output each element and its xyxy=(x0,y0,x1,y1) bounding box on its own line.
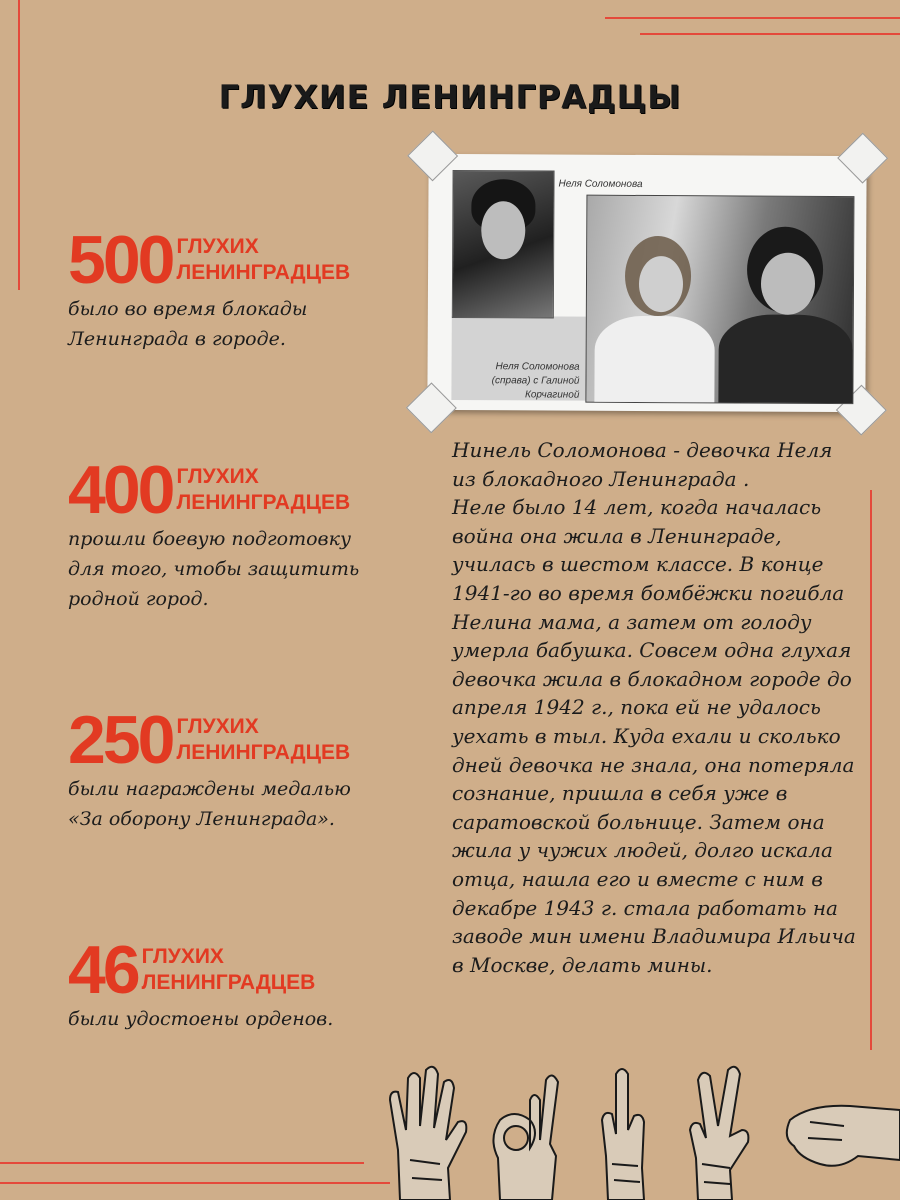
story-text: Нинель Соломонова - девочка Неля из блокадного Ленинграда . Неле было 14 лет, когда началась война она жила в Ленинграде, училась в шестом классе. В конце 1941-го во время бомбёжки погибла Нелина мама, а затем от голоду умерла бабушка. Совсем одна глухая девочка жила в блокадном городе до апреля 1942 г., пока ей не удалось уехать в тыл. Куда ехали и сколько дней девочка не знала, она потеряла сознание, пришла в себя уже в саратовской больнице. Затем она жила у чужих людей, долго искала отца, нашла его и вместе с ним в декабре 1943 г. стала работать на заводе мин имени Владимира Ильича в Москве, делать мины. xyxy=(452,438,856,977)
stat-500 xyxy=(68,222,368,354)
group-photo-person1-face xyxy=(639,256,683,312)
page-title: ГЛУХИЕ ЛЕНИНГРАДЦЫ xyxy=(218,78,682,116)
group-photo-person2-body xyxy=(718,314,852,403)
group-photo-person2-face xyxy=(761,253,815,315)
rule-top-right-2 xyxy=(640,33,900,35)
stat-unit-line2: ЛЕНИНГРАДЦЕВ xyxy=(176,741,351,764)
stat-number: 500 xyxy=(68,222,173,298)
rule-left xyxy=(18,0,20,290)
rule-top-right-1 xyxy=(605,17,900,19)
stat-description: были награждены медалью «За оборону Ленинграда». xyxy=(68,778,351,830)
hand-ok-icon xyxy=(493,1075,558,1200)
stat-250 xyxy=(68,702,368,834)
rule-bottom-left-2 xyxy=(0,1182,390,1184)
hand-open-icon xyxy=(390,1067,466,1200)
stat-unit-line1: ГЛУХИХ xyxy=(176,715,259,738)
stat-unit-line1: ГЛУХИХ xyxy=(176,465,259,488)
stat-unit xyxy=(176,464,350,516)
stat-unit-line2: ЛЕНИНГРАДЦЕВ xyxy=(141,971,316,994)
stat-description: прошли боевую подготовку для того, чтобы защитить родной город. xyxy=(68,528,360,610)
stat-description: были удостоены орденов. xyxy=(68,1008,334,1030)
stat-number: 46 xyxy=(68,932,138,1008)
stat-number: 400 xyxy=(68,452,173,528)
hand-v-icon xyxy=(690,1067,748,1200)
stat-number: 250 xyxy=(68,702,173,778)
portrait-photo xyxy=(452,170,555,319)
photo-corner-tr xyxy=(837,133,888,184)
group-photo-person1-body xyxy=(594,316,714,403)
hand-fingers-icon xyxy=(602,1069,644,1200)
photo-caption-bottom: Неля Соломонова (справа) с Галиной Корчагиной xyxy=(491,361,580,401)
photo-corner-bl xyxy=(406,382,457,433)
stat-unit xyxy=(176,234,350,286)
photo-card xyxy=(427,154,866,412)
stat-unit xyxy=(176,714,350,766)
stat-unit xyxy=(142,944,316,996)
stat-unit-line1: ГЛУХИХ xyxy=(141,945,224,968)
stat-head xyxy=(68,932,368,1008)
stat-unit-line1: ГЛУХИХ xyxy=(176,235,259,258)
rule-bottom-left-1 xyxy=(0,1162,364,1164)
stat-46 xyxy=(68,932,368,1034)
stat-head xyxy=(68,702,368,778)
stat-unit-line2: ЛЕНИНГРАДЦЕВ xyxy=(176,491,351,514)
stat-head xyxy=(68,222,368,298)
group-photo xyxy=(585,195,854,404)
hand-point-icon xyxy=(787,1106,900,1166)
stat-head xyxy=(68,452,368,528)
rule-right xyxy=(870,490,872,1050)
stat-400 xyxy=(68,452,368,614)
portrait-face xyxy=(481,201,525,259)
stat-description: было во время блокады Ленинграда в городе. xyxy=(68,298,308,350)
photo-caption-top: Неля Соломонова xyxy=(558,178,643,190)
photo-corner-tl xyxy=(407,130,458,181)
stat-unit-line2: ЛЕНИНГРАДЦЕВ xyxy=(176,261,351,284)
sign-hands xyxy=(380,1060,900,1200)
